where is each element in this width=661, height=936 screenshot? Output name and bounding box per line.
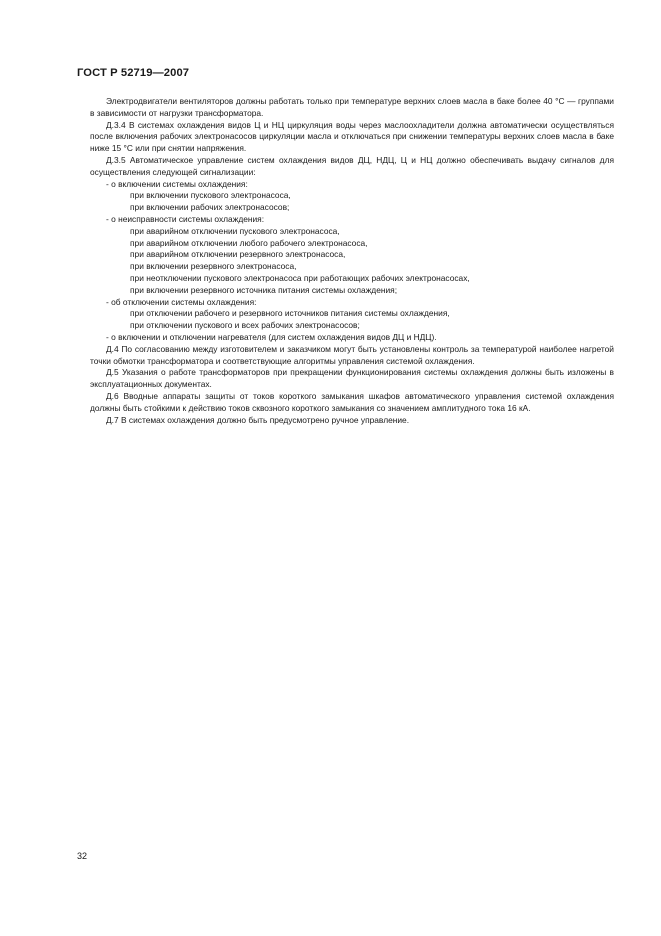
signal-group-title: - о включении системы охлаждения:	[106, 178, 248, 189]
signal-item: при отключении рабочего и резервного источников питания системы охлаждения,	[130, 308, 450, 319]
paragraph-d-7: Д.7 В системах охлаждения должно быть предусмотрено ручное управление.	[106, 414, 410, 425]
signal-group-title: - об отключении системы охлаждения:	[106, 296, 257, 307]
signal-item: при неотключении пускового электронасоса при работающих рабочих электронасосах,	[130, 272, 470, 283]
paragraph-fan-motors: Электродвигатели вентиляторов должны работать только при температуре верхних слоев масла в баке более 40 °С — группами в зависимости от нагрузки трансформатора.	[90, 96, 614, 118]
signal-item: при включении пускового электронасоса,	[130, 190, 291, 201]
page-number: 32	[77, 851, 88, 861]
signal-group-title: - о неисправности системы охлаждения:	[106, 213, 265, 224]
signal-item: при аварийном отключении резервного электронасоса,	[130, 249, 346, 260]
signal-item: при аварийном отключении любого рабочего электронасоса,	[130, 237, 368, 248]
paragraph-d-3-5: Д.3.5 Автоматическое управление систем охлаждения видов ДЦ, НДЦ, Ц и НЦ должно обеспечивать выдачу сигналов для осуществления следующей сигнализации:	[90, 154, 614, 177]
paragraph-d-4: Д.4 По согласованию между изготовителем и заказчиком могут быть установлены контроль за температурой наиболее нагретой точки обмотки трансформатора и соответствующие алгоритмы управления системой охлаждения.	[90, 343, 614, 366]
paragraph-d-3-4: Д.3.4 В системах охлаждения видов Ц и НЦ циркуляция воды через маслоохладители должна автоматически осуществляться после включения рабочих электронасосов циркуляции масла и отключаться при снижении температуры верхних слоев масла в баке ниже 15 °С или при снятии напряжения.	[90, 119, 614, 154]
paragraph-d-6: Д.6 Вводные аппараты защиты от токов короткого замыкания шкафов автоматического управления системой охлаждения должны быть стойкими к действию токов сквозного короткого замыкания со значением амплитудного тока 16 кА.	[90, 390, 614, 413]
signal-item: при включении рабочих электронасосов;	[130, 202, 290, 213]
signal-item: при отключении пускового и всех рабочих электронасосов;	[130, 320, 360, 331]
signal-item: при аварийном отключении пускового электронасоса,	[130, 225, 340, 236]
signal-item: при включении резервного источника питания системы охлаждения;	[130, 284, 398, 295]
document-header: ГОСТ Р 52719—2007	[77, 67, 190, 79]
signal-group-title: - о включении и отключении нагревателя (для систем охлаждения видов ДЦ и НДЦ).	[106, 331, 437, 342]
paragraph-d-5: Д.5 Указания о работе трансформаторов при прекращении функционирования системы охлаждения должны быть изложены в эксплуатационных документах.	[90, 367, 614, 390]
document-body	[90, 96, 614, 426]
signal-item: при включении резервного электронасоса,	[130, 261, 297, 272]
